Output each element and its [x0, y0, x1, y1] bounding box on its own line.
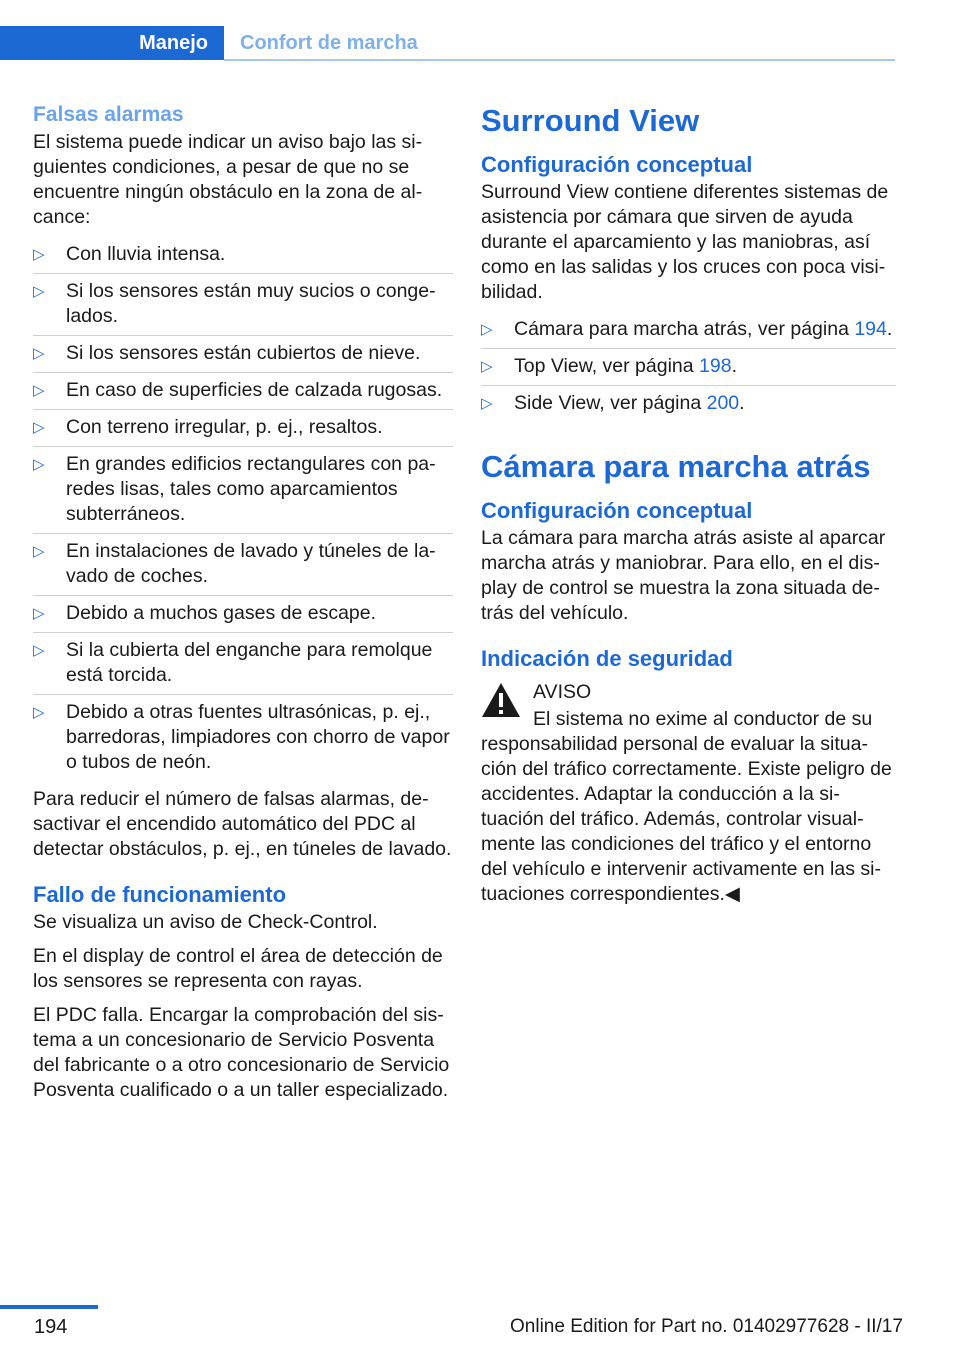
list-item-text: Si los sensores están cubiertos de nieve.: [66, 342, 421, 364]
right-column: [481, 100, 896, 907]
triangle-bullet-icon: ▷: [33, 345, 45, 362]
falsas-intro: El sistema puede indicar un aviso bajo las siguientes condiciones, a pesar de que no se encuentre ningún obstáculo en la zona de alcance:: [33, 131, 423, 228]
list-item-text: Debido a muchos gases de escape.: [66, 602, 377, 624]
link-text: Top View, ver página: [514, 355, 700, 377]
triangle-bullet-icon: ▷: [33, 246, 45, 263]
fallo-paragraph-1: Se visualiza un aviso de Check-Control.: [33, 911, 378, 933]
link-end: .: [731, 355, 737, 377]
list-item-text: Si los sensores están muy sucios o congelados.: [66, 280, 436, 327]
falsas-list: [33, 242, 453, 781]
camara-heading: Cámara para marcha atrás: [481, 449, 871, 484]
triangle-bullet-icon: ▷: [33, 605, 45, 622]
config-heading-1: Configuración conceptual: [481, 152, 753, 177]
surround-view-heading: Surround View: [481, 103, 700, 138]
triangle-bullet-icon: ▷: [33, 419, 45, 436]
list-item-text: Debido a otras fuentes ultrasónicas, p. ej., barredoras, limpiadores con chorro de vapor o tubos de neón.: [66, 701, 450, 773]
warning-triangle-icon: [481, 682, 521, 718]
list-item: [33, 279, 453, 336]
warning-text: responsabilidad personal de evaluar la situación del tráfico correctamente. Existe peligro de accidentes. Adaptar la conducción a la situación del tráfico. Además, controlar visualmente las condiciones del tráfico y el entorno del vehículo e intervenir activamente en las situaciones correspondientes.◀: [481, 733, 892, 905]
link-text: Cámara para marcha atrás, ver página: [514, 318, 855, 340]
tab-confort-de-marcha[interactable]: Confort de marcha: [240, 32, 418, 54]
triangle-bullet-icon: ▷: [481, 358, 493, 375]
config-paragraph-2: La cámara para marcha atrás asiste al aparcar marcha atrás y maniobrar. Para ello, en el display de control se muestra la zona situada detrás del vehículo.: [481, 527, 886, 624]
triangle-bullet-icon: ▷: [33, 704, 45, 721]
page-link-194[interactable]: 194: [854, 318, 887, 340]
camera-links-list: [481, 317, 896, 422]
list-item-text: En caso de superficies de calzada rugosas.: [66, 379, 443, 401]
triangle-bullet-icon: ▷: [33, 456, 45, 473]
seguridad-heading: Indicación de seguridad: [481, 646, 733, 671]
config-heading-2: Configuración conceptual: [481, 498, 753, 523]
list-item: [33, 378, 453, 410]
warning-first-line: El sistema no exime al conductor de su: [533, 708, 873, 730]
triangle-bullet-icon: ▷: [33, 543, 45, 560]
falsas-alarmas-heading: Falsas alarmas: [33, 103, 184, 126]
fallo-heading: Fallo de funcionamiento: [33, 882, 287, 907]
list-item: [33, 700, 453, 781]
triangle-bullet-icon: ▷: [33, 642, 45, 659]
list-item: [33, 638, 453, 695]
page-link-200[interactable]: 200: [706, 392, 740, 414]
page-number: 194: [34, 1316, 68, 1338]
list-item: [33, 415, 453, 447]
footer-divider: [0, 1305, 98, 1309]
tab-manejo[interactable]: Manejo: [0, 26, 224, 60]
list-item: [481, 354, 896, 386]
triangle-bullet-icon: ▷: [481, 395, 493, 412]
left-column: [33, 100, 453, 1112]
list-item: [33, 341, 453, 373]
list-item: [481, 391, 896, 422]
link-text: Side View, ver página: [514, 392, 707, 414]
triangle-bullet-icon: ▷: [33, 382, 45, 399]
falsas-outro: Para reducir el número de falsas alarmas, desactivar el encendido automático del PDC al detectar obstáculos, p. ej., en túneles de lavado.: [33, 788, 452, 860]
list-item: [33, 242, 453, 274]
list-item: [33, 452, 453, 534]
page-link-198[interactable]: 198: [699, 355, 732, 377]
link-end: .: [886, 318, 893, 340]
triangle-bullet-icon: ▷: [481, 321, 493, 338]
list-item: [481, 317, 896, 349]
fallo-paragraph-3: El PDC falla. Encargar la comprobación del sistema a un concesionario de Servicio Posventa del fabricante o a otro concesionario de Servicio Posventa cualificado o a un taller especializado.: [33, 1004, 450, 1101]
list-item-text: En grandes edificios rectangulares con paredes lisas, tales como aparcamientos subterráneos.: [66, 453, 436, 525]
warning-block: [481, 680, 896, 907]
header-divider: [224, 59, 895, 61]
list-item-text: Con terreno irregular, p. ej., resaltos.: [66, 416, 383, 438]
list-item-text: En instalaciones de lavado y túneles de lavado de coches.: [66, 540, 436, 587]
triangle-bullet-icon: ▷: [33, 283, 45, 300]
warning-label: AVISO: [533, 681, 592, 703]
config-paragraph-1: Surround View contiene diferentes sistemas de asistencia por cámara que sirven de ayuda durante el aparcamiento y las maniobras, así como en las salidas y los cruces con poca visibilidad.: [481, 181, 889, 303]
list-item-text: Con lluvia intensa.: [66, 243, 226, 265]
list-item-text: Si la cubierta del enganche para remolque está torcida.: [66, 639, 433, 686]
fallo-paragraph-2: En el display de control el área de detección de los sensores se representa con rayas.: [33, 945, 443, 992]
edition-text: Online Edition for Part no. 01402977628 - II/17: [510, 1316, 903, 1337]
list-item: [33, 539, 453, 596]
link-end: .: [739, 392, 745, 414]
list-item: [33, 601, 453, 633]
header-bar: [0, 26, 895, 62]
